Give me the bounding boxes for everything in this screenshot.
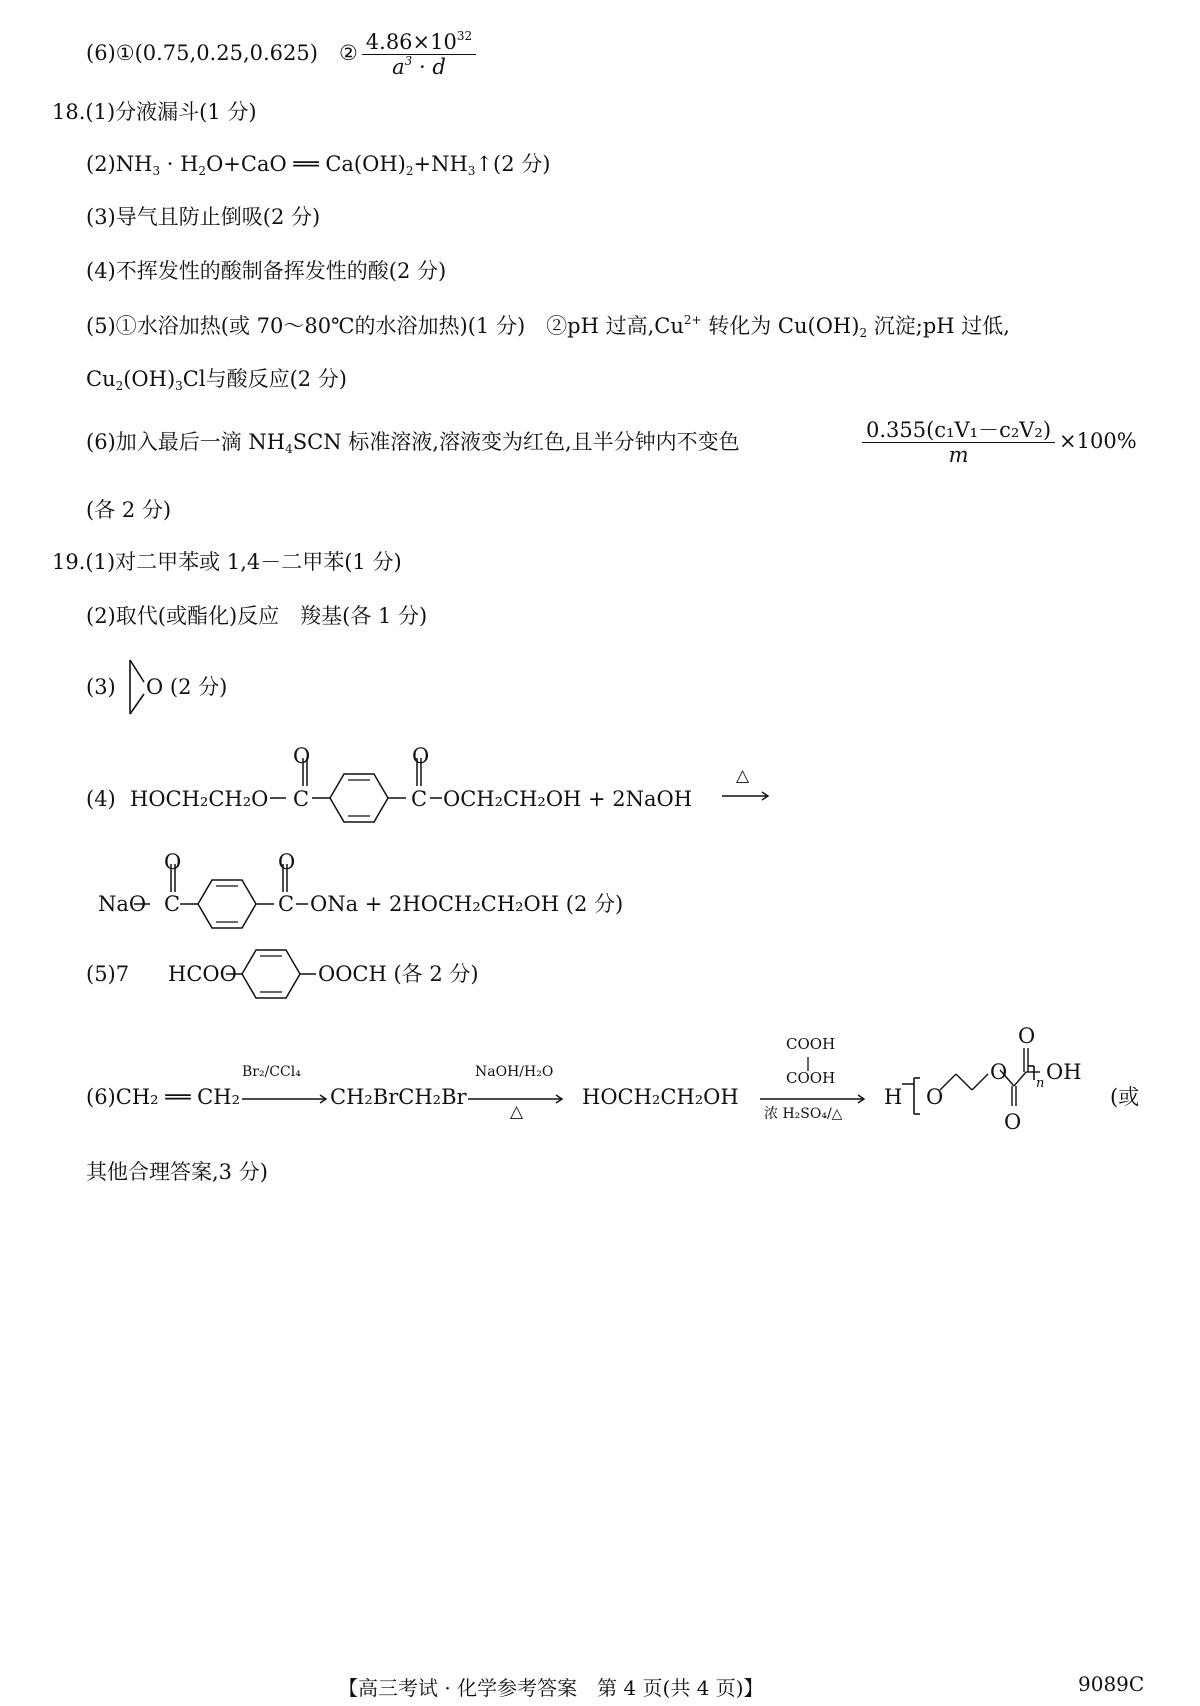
q18-l7: (各 2 分) <box>86 498 172 522</box>
q19-l7: 其他合理答案,3 分) <box>86 1160 268 1184</box>
q18-fraction <box>862 418 1055 467</box>
footer-code <box>1078 1672 1144 1696</box>
polymer-o-label: O <box>1004 1110 1022 1134</box>
terephthalate-c1 <box>164 890 180 918</box>
oxalic-top <box>786 1030 835 1058</box>
q19-l4-right-text: OCH₂CH₂OH + 2NaOH <box>443 787 693 811</box>
q19-line-6 <box>86 1083 240 1111</box>
q17-fraction <box>362 30 476 79</box>
polymer-oh <box>1046 1058 1082 1086</box>
q19-l5-a: (5)7 <box>86 962 130 986</box>
terephthalate-o-label: O <box>278 850 296 874</box>
q18-l5b-a: Cu <box>86 367 116 391</box>
q18-l2-c: O+CaO ══ Ca(OH) <box>206 152 406 176</box>
q19-l4b-left-text: NaO <box>98 892 147 916</box>
terephthalate-o-label: O <box>164 850 182 874</box>
q18-l5-sub: 2 <box>859 326 868 340</box>
q18-l2-sub: 2 <box>405 164 414 178</box>
reagent-2-heat <box>510 1098 523 1126</box>
product-1 <box>330 1083 467 1111</box>
q19-l2: (2)取代(或酯化)反应 羧基(各 1 分) <box>86 604 428 628</box>
q19-l4-left-text: HOCH₂CH₂O <box>130 787 269 811</box>
diester-c1 <box>293 785 309 813</box>
q18-l6-b: SCN 标准溶液,溶液变为红色,且半分钟内不变色 <box>292 430 740 454</box>
q18-l5b-sub: 2 <box>115 379 124 393</box>
q19-l4b-right-text: ONa + 2HOCH₂CH₂OH (2 分) <box>310 892 624 916</box>
q17-frac-num: 4.86×10 <box>365 30 457 54</box>
polymer-o-label: O <box>1018 1024 1036 1048</box>
q19-l4b-right <box>310 890 623 918</box>
polymer-n <box>1036 1070 1044 1098</box>
heat-symbol-text: △ <box>736 766 750 786</box>
q18-l2-a: (2)NH <box>86 152 153 176</box>
q18-line-5b <box>86 365 347 393</box>
product-1-text: CH₂BrCH₂Br <box>330 1085 467 1109</box>
polymer-oh-text: OH <box>1046 1060 1082 1084</box>
q17-line-6 <box>86 30 480 79</box>
diester-c2 <box>411 785 427 813</box>
terephthalate-c-label: C <box>278 892 295 916</box>
q19-l4-right <box>443 785 692 813</box>
q18-line-1 <box>52 98 257 126</box>
q19-l6-tail-text: (或 <box>1110 1085 1140 1109</box>
q17-frac-num-sup: 32 <box>456 29 473 43</box>
q19-l5-left-text: HCOO <box>168 962 237 986</box>
terephthalate-o-top2 <box>278 848 295 876</box>
q19-l3-label: (3) <box>86 675 116 699</box>
q19-line-3 <box>86 673 116 701</box>
reagent-1 <box>242 1058 301 1086</box>
q18-frac-den: m <box>948 443 969 467</box>
q19-line-4 <box>86 785 116 813</box>
diester-c-label: C <box>293 787 310 811</box>
q18-l6-sub: 4 <box>285 442 293 456</box>
q19-line-2 <box>86 602 427 630</box>
q19-l5-right-text: OOCH (各 2 分) <box>318 962 479 986</box>
q18-line-6 <box>86 428 740 456</box>
footer-title <box>338 1672 764 1701</box>
footer-code-text: 9089C <box>1078 1672 1145 1696</box>
q19-line-5 <box>86 960 129 988</box>
reagent-2 <box>475 1058 553 1086</box>
polymer-o3 <box>1018 1022 1035 1050</box>
heat-symbol <box>736 762 749 790</box>
q18-l6-tail: ×100% <box>1059 429 1137 453</box>
q18-l4: (4)不挥发性的酸制备挥发性的酸(2 分) <box>86 259 447 283</box>
q18-l1: (1)分液漏斗(1 分) <box>85 100 257 124</box>
polymer-o4 <box>1004 1108 1021 1136</box>
oxalic-bottom-text: COOH <box>786 1069 836 1087</box>
product-2-text: HOCH₂CH₂OH <box>582 1085 739 1109</box>
q17-frac-den: a <box>392 55 405 79</box>
terephthalate-c-label: C <box>164 892 181 916</box>
oxalic-top-text: COOH <box>786 1035 836 1053</box>
q18-l2-b: · H <box>160 152 199 176</box>
q18-line-2 <box>86 150 550 178</box>
diester-o-top2 <box>412 742 429 770</box>
q19-l6-tail <box>1110 1083 1139 1111</box>
arrow-1-drawing <box>242 1093 332 1105</box>
q18-line-5 <box>86 312 1010 340</box>
q19-line-1 <box>52 548 402 576</box>
q18-l5b-sub: 3 <box>175 379 183 393</box>
q19-l4-label: (4) <box>86 787 116 811</box>
polymer-o-label: O <box>926 1085 944 1109</box>
q18-l2-sub: 3 <box>467 164 476 178</box>
product-2 <box>582 1083 739 1111</box>
reagent-2-heat-text: △ <box>510 1102 524 1122</box>
q19-l5-right <box>318 960 479 988</box>
reagent-3 <box>764 1100 842 1128</box>
reagent-1-text: Br₂/CCl₄ <box>242 1064 301 1080</box>
polymer-o1 <box>926 1083 943 1111</box>
polymer-o-label: O <box>990 1060 1008 1084</box>
q18-l5-c: 沉淀;pH 过低, <box>867 314 1010 338</box>
diester-o-top1 <box>293 742 310 770</box>
terephthalate-c2 <box>278 890 294 918</box>
q18-l6-a: (6)加入最后一滴 NH <box>86 430 286 454</box>
q18-l5-sup: 2+ <box>683 313 702 327</box>
q17-frac-den-rest: · d <box>412 55 446 79</box>
q18-line-7 <box>86 496 171 524</box>
q18-number: 18. <box>52 100 86 124</box>
q18-l5b-c: Cl与酸反应(2 分) <box>182 367 348 391</box>
q18-l3: (3)导气且防止倒吸(2 分) <box>86 205 321 229</box>
q17-l6-text: (6)①(0.75,0.25,0.625) ② <box>86 41 358 65</box>
reagent-2-text: NaOH/H₂O <box>475 1064 554 1080</box>
epoxide-o: O <box>146 675 164 699</box>
diester-o-label: O <box>293 744 311 768</box>
q18-l5b-b: (OH) <box>123 367 176 391</box>
q17-frac-den-sup: 3 <box>404 54 413 68</box>
q19-l4-left <box>130 785 268 813</box>
polymer-h-text: H <box>884 1085 903 1109</box>
q18-l6-formula <box>858 418 1137 467</box>
q19-l6-a: (6)CH₂ ══ CH₂ <box>86 1085 240 1109</box>
q19-l3-score: (2 分) <box>169 675 228 699</box>
footer-title-text: 【高三考试 · 化学参考答案 第 4 页(共 4 页)】 <box>338 1676 764 1700</box>
arrow-1 <box>242 1086 332 1110</box>
reagent-3-text: 浓 H₂SO₄/△ <box>764 1106 843 1122</box>
diester-c-label: C <box>411 787 428 811</box>
q18-l5-b: 转化为 Cu(OH) <box>701 314 860 338</box>
q18-l2-d: +NH <box>413 152 468 176</box>
diester-o-label: O <box>412 744 430 768</box>
q18-line-4 <box>86 257 446 285</box>
q19-l3-rest <box>146 673 227 701</box>
q19-number: 19. <box>52 550 86 574</box>
polymer-n-text: n <box>1036 1076 1045 1091</box>
q18-l5-a: (5)①水浴加热(或 70～80℃的水浴加热)(1 分) ②pH 过高,Cu <box>86 314 684 338</box>
q18-line-3 <box>86 203 320 231</box>
q18-l2-sub: 3 <box>152 164 161 178</box>
q19-line-7 <box>86 1158 268 1186</box>
q19-l1: (1)对二甲苯或 1,4－二甲苯(1 分) <box>85 550 402 574</box>
q18-frac-num: 0.355(c₁V₁－c₂V₂) <box>862 418 1055 443</box>
q18-l2-sub: 2 <box>198 164 207 178</box>
terephthalate-o-top1 <box>164 848 181 876</box>
polymer-o2 <box>990 1058 1007 1086</box>
q18-l2-e: ↑(2 分) <box>475 152 551 176</box>
